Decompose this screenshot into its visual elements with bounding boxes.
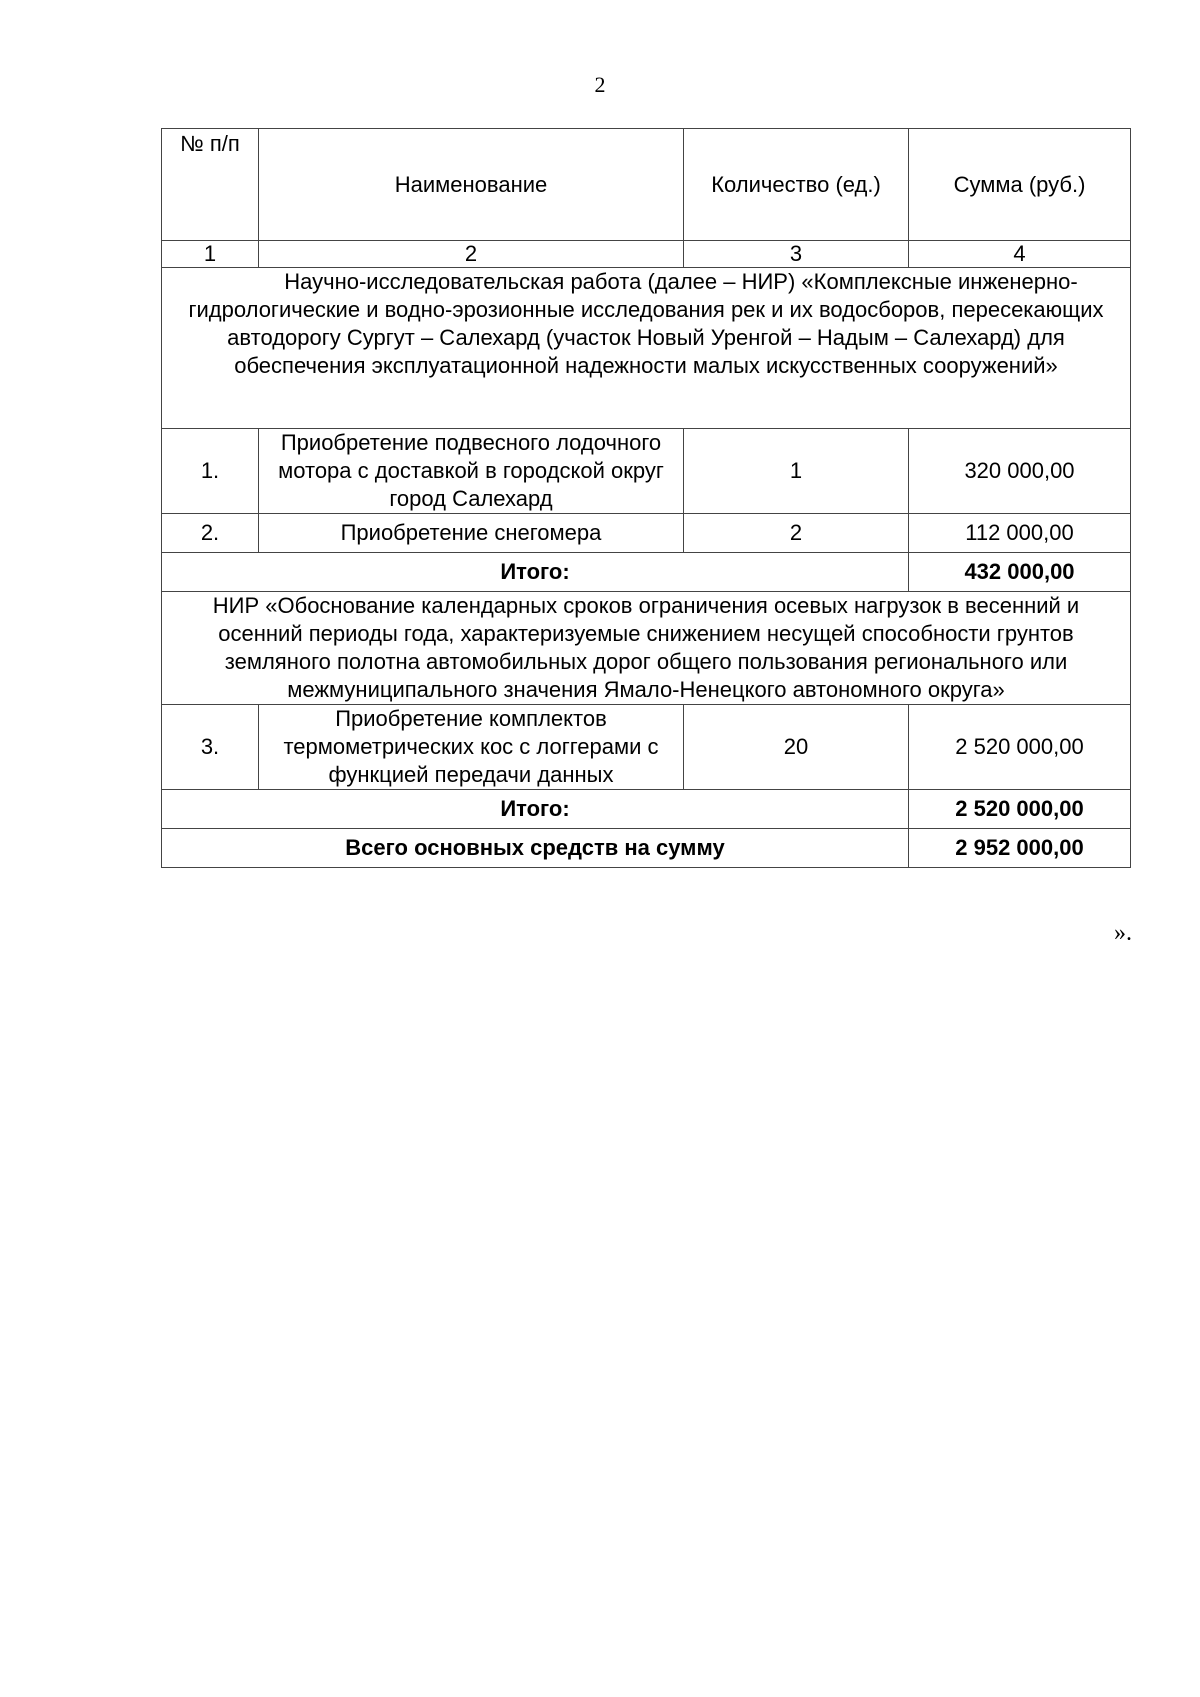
item-num: 3. <box>162 705 259 790</box>
closing-quote: ». <box>1114 920 1132 946</box>
item-qty: 20 <box>684 705 909 790</box>
total-value: 2 520 000,00 <box>909 790 1131 829</box>
section-2-row <box>162 592 1131 705</box>
grand-total-row <box>162 829 1131 868</box>
column-index: 2 <box>259 241 684 268</box>
section-2-total-row <box>162 790 1131 829</box>
section-2-title: НИР «Обоснование календарных сроков ограничения осевых нагрузок в весенний и осенний периоды года, характеризуемые снижением несущей способности грунтов земляного полотна автомобильных дорог общего пользования регионального или межмуниципального значения Ямало-Ненецкого автономного округа» <box>162 592 1131 705</box>
section-1-title: Научно-исследовательская работа (далее – НИР) «Комплексные инженерно-гидрологические и водно-эрозионные исследования рек и их водосборов, пересекающих автодорогу Сургут – Салехард (участок Новый Уренгой – Надым – Салехард) для обеспечения эксплуатационной надежности малых искусственных сооружений» <box>188 269 1104 378</box>
column-index: 3 <box>684 241 909 268</box>
total-value: 432 000,00 <box>909 553 1131 592</box>
table-header-row <box>162 129 1131 241</box>
table-row <box>162 514 1131 553</box>
column-index: 4 <box>909 241 1131 268</box>
item-num: 2. <box>162 514 259 553</box>
item-sum: 112 000,00 <box>909 514 1131 553</box>
header-num: № п/п <box>162 129 259 241</box>
table-row <box>162 705 1131 790</box>
item-sum: 2 520 000,00 <box>909 705 1131 790</box>
total-label: Итого: <box>162 790 909 829</box>
fixed-assets-table <box>161 128 1131 868</box>
grand-total-label: Всего основных средств на сумму <box>162 829 909 868</box>
item-num: 1. <box>162 429 259 514</box>
item-sum: 320 000,00 <box>909 429 1131 514</box>
column-index-row <box>162 241 1131 268</box>
section-1-row <box>162 268 1131 429</box>
table-row <box>162 429 1131 514</box>
header-name: Наименование <box>259 129 684 241</box>
item-name: Приобретение снегомера <box>259 514 684 553</box>
header-qty: Количество (ед.) <box>684 129 909 241</box>
grand-total-value: 2 952 000,00 <box>909 829 1131 868</box>
item-qty: 2 <box>684 514 909 553</box>
header-sum: Сумма (руб.) <box>909 129 1131 241</box>
page-number: 2 <box>594 72 606 97</box>
item-name: Приобретение подвесного лодочного мотора с доставкой в городской округ город Салехард <box>259 429 684 514</box>
item-qty: 1 <box>684 429 909 514</box>
column-index: 1 <box>162 241 259 268</box>
item-name: Приобретение комплектов термометрических кос с логгерами с функцией передачи данных <box>259 705 684 790</box>
section-1-total-row <box>162 553 1131 592</box>
total-label: Итого: <box>162 553 909 592</box>
